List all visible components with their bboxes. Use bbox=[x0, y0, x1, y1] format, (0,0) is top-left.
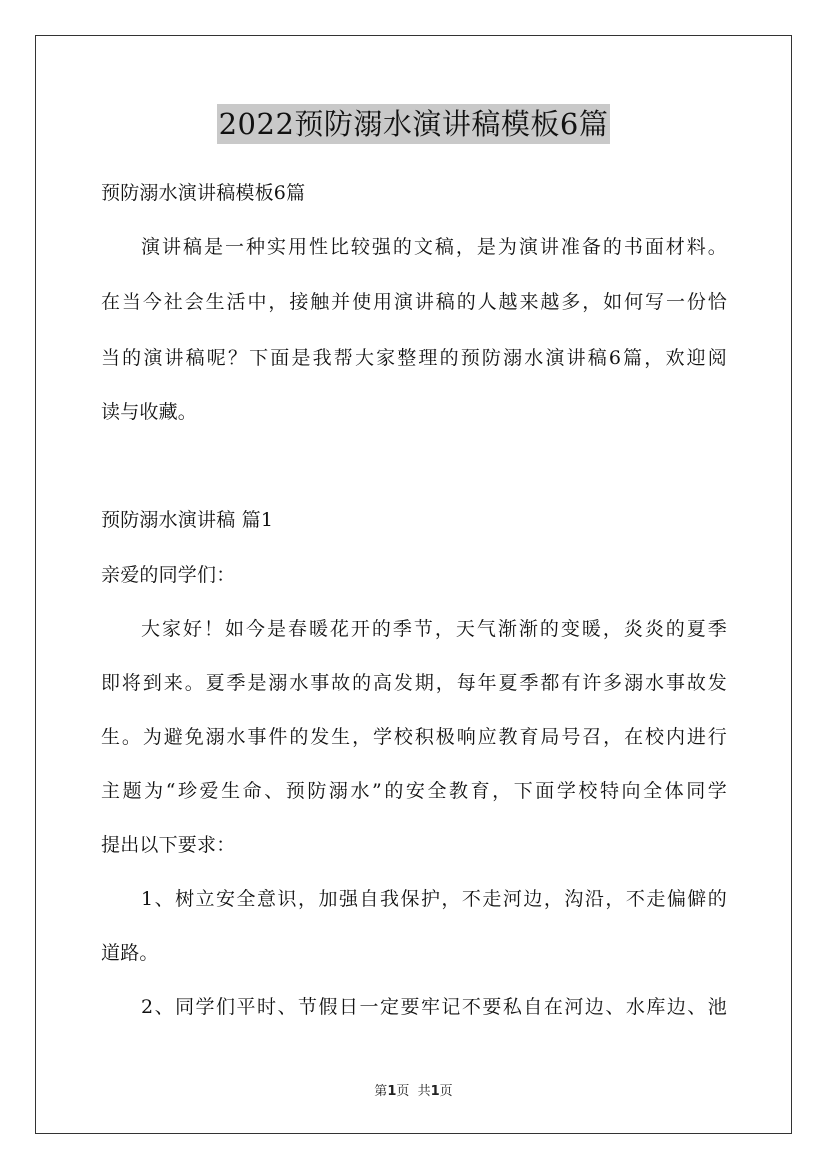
intro-line-3: 当的演讲稿呢？下面是我帮大家整理的预防溺水演讲稿6篇，欢迎阅 bbox=[101, 347, 727, 369]
footer-page-current: 1 bbox=[387, 1084, 397, 1099]
para1-line-4: 主题为“珍爱生命、预防溺水”的安全教育，下面学校特向全体同学 bbox=[101, 780, 727, 802]
intro-line-4: 读与收藏。 bbox=[101, 401, 198, 423]
para1-line-3: 生。为避免溺水事件的发生，学校积极响应教育局号召，在校内进行 bbox=[101, 726, 727, 748]
page-footer bbox=[0, 1083, 827, 1101]
footer-page-prefix: 第 bbox=[374, 1084, 388, 1099]
footer-page-suffix: 页 bbox=[439, 1084, 453, 1099]
document-title: 2022预防溺水演讲稿模板6篇 bbox=[217, 104, 611, 144]
document-title-container bbox=[0, 104, 827, 144]
footer-page-total: 1 bbox=[430, 1084, 440, 1099]
para1-line-5: 提出以下要求： bbox=[101, 834, 236, 856]
intro-line-2: 在当今社会生活中，接触并使用演讲稿的人越来越多，如何写一份恰 bbox=[101, 291, 727, 313]
para1-line-2: 即将到来。夏季是溺水事故的高发期，每年夏季都有许多溺水事故发 bbox=[101, 672, 727, 694]
item1-line-2: 道路。 bbox=[101, 942, 159, 964]
section-heading: 预防溺水演讲稿 篇1 bbox=[101, 509, 274, 531]
item1-line-1: 1、树立安全意识，加强自我保护，不走河边，沟沿，不走偏僻的 bbox=[141, 888, 727, 910]
greeting: 亲爱的同学们： bbox=[101, 564, 236, 586]
footer-page-mid: 页 共 bbox=[396, 1084, 431, 1099]
intro-line-1: 演讲稿是一种实用性比较强的文稿，是为演讲准备的书面材料。 bbox=[141, 236, 727, 258]
item2-line-1: 2、同学们平时、节假日一定要牢记不要私自在河边、水库边、池 bbox=[141, 996, 727, 1018]
para1-line-1: 大家好！如今是春暖花开的季节，天气渐渐的变暖，炎炎的夏季 bbox=[141, 618, 727, 640]
subtitle: 预防溺水演讲稿模板6篇 bbox=[101, 182, 306, 204]
